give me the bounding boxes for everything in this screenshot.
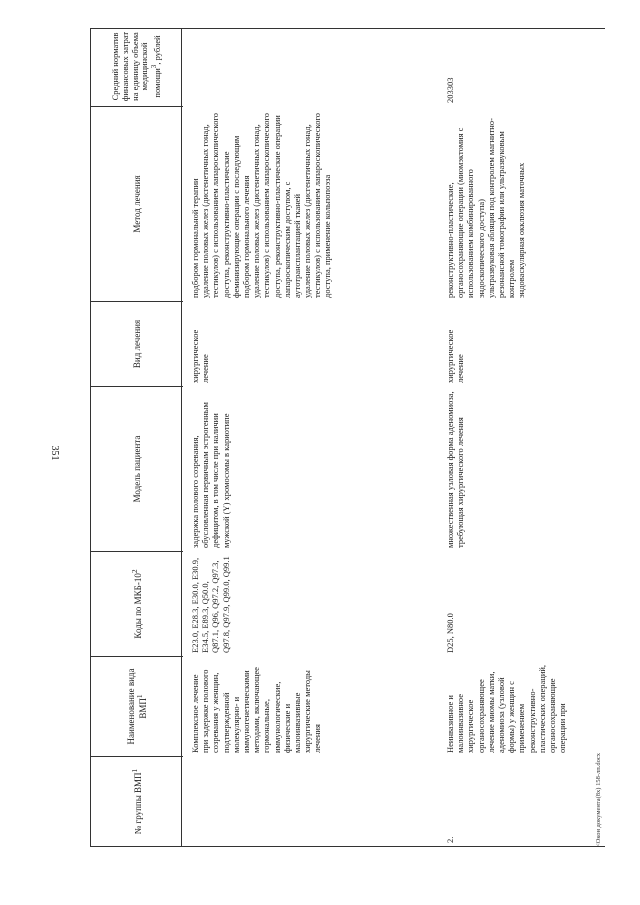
table-row (445, 28, 595, 847)
page-number: 351 (49, 445, 60, 461)
row-name: Комплексное лечение при задержке полового созревания у женщин, подтвержденной молекулярно- и иммуногенетическими методами, включающее гормональные, иммунологические, физические и малоинвазивные хирургические методы лечения (190, 667, 323, 753)
header-model: Модель пациента (91, 386, 183, 551)
row-codes: D25, N80.0 (445, 613, 455, 653)
header-norm: Средний норматив финансовых затрат на единицу объема медицинской помощи$^3$, рублей (110, 31, 163, 102)
header-codes: Коды по МКБ-$10^2$ (91, 551, 183, 656)
row-type: хирургическое лечение (445, 329, 466, 383)
header-name: Наименование вида ВМП$^1$ (91, 656, 183, 756)
header-group: № группы ВМП$^1$ (91, 756, 183, 846)
header-type: Вид лечения (91, 301, 183, 386)
table-header (90, 28, 182, 847)
row-name: Неинвазивное и малоинвазивное хирургическое органосохраняющее лечение миомы матки, аденомиоза (узловой формы) у женщин с применением реконструктивно-пластических операций, органосохраняющие операции при (445, 664, 568, 753)
table-row (190, 28, 445, 847)
row-type: хирургическое лечение (190, 329, 211, 383)
row-codes: E23.0, E28.3, E30.0, E30.9, E34.5, E89.3, Q50.0, Q87.1, Q96, Q97.2, Q97.3, Q97.8, Q97.9, Q99.0, Q99.1 (190, 556, 231, 653)
row-method: подбором гормональной терапии удаление половых желез (дисгенетичных гонад, тестикулов) с использованием лапароскопического доступа, реконструктивно-пластические феминизирующие операции с последующим подбором гормонального лечения удаление половых желез (дисгенетичных гонад, тестикулов) с использованием лапароскопического доступа, реконструктивно-пластические операции лапароскопическим доступом, с аутотрансплантацией тканей удаление половых желез (дисгенетичных гонад, тестикулов) с использованием лапароскопического доступа, применение кольпопоэза (190, 113, 333, 298)
row-model: задержка полового созревания, обусловленная первичным эстрогенным дефицитом, в том числе при наличии мужской (Y) хромосомы в кариотипе (190, 402, 231, 548)
row-group: 2. (445, 836, 455, 843)
footnote: <Окон документа(8х) 158-лп.docx (595, 753, 602, 847)
vmp-table (90, 28, 605, 847)
header-method: Метод лечения (91, 106, 183, 301)
rotated-table (90, 28, 605, 847)
row-norm: 203303 (445, 77, 455, 103)
row-model: множественная узловая форма аденомиоза, требующая хирургического лечения (445, 391, 466, 548)
row-method: реконструктивно-пластические, органосохраняющие операции (миомэктомия с использованием комбинированного эндоскопического доступа) ультразвуковая абляция под контролем магнитно-резонансной томографии или ультразвуковым контролем эндоваскулярная окклюзия маточных (445, 118, 527, 298)
